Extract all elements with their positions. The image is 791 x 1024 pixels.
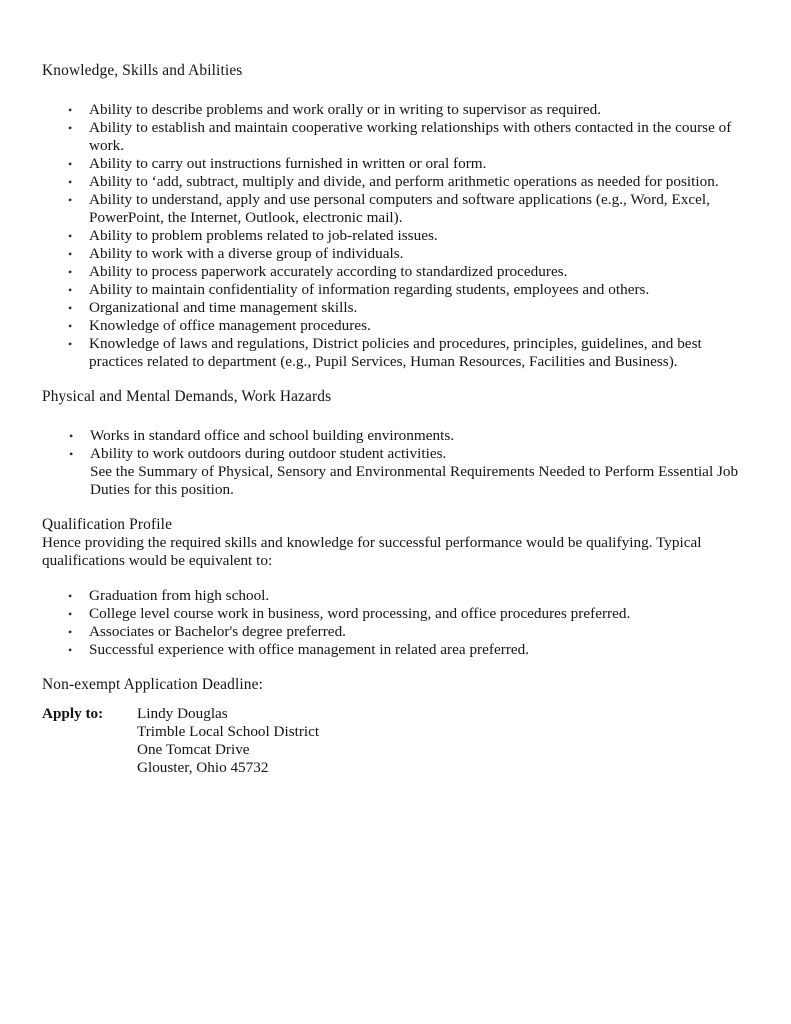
spacer [42, 371, 748, 388]
qualification-profile-list [42, 587, 748, 659]
list-item [42, 623, 748, 641]
section-heading-knowledge-skills-abilities: Knowledge, Skills and Abilities [42, 62, 243, 79]
list-item [42, 605, 748, 623]
address-line: Lindy Douglas [137, 705, 228, 722]
list-item-text: Knowledge of laws and regulations, District policies and procedures, principles, guidelines, and best practices related to department (e.g., Pupil Services, Human Resources, Facilities and Business). [89, 335, 702, 370]
list-item-text: Ability to work with a diverse group of individuals. [89, 245, 404, 262]
spacer [42, 694, 748, 705]
knowledge-skills-abilities-list [42, 101, 748, 371]
list-item-text: Organizational and time management skills. [89, 299, 358, 316]
list-item [42, 155, 748, 173]
list-item [42, 245, 748, 263]
list-item-text: Ability to work outdoors during outdoor student activities. [90, 445, 447, 462]
list-item-text: Ability to understand, apply and use personal computers and software applications (e.g., Word, Excel, PowerPoint, the Internet, Outlook, electronic mail). [89, 191, 710, 226]
list-item-text: Successful experience with office management in related area preferred. [89, 641, 530, 658]
list-item-text: Ability to carry out instructions furnished in written or oral form. [89, 155, 487, 172]
address-line: Glouster, Ohio 45732 [137, 759, 269, 776]
list-item-text: Ability to process paperwork accurately according to standardized procedures. [89, 263, 568, 280]
spacer [42, 406, 748, 427]
application-deadline-heading: Non-exempt Application Deadline: [42, 676, 264, 693]
apply-to-label: Apply to: [42, 705, 104, 722]
list-item-text: Ability to ‘add, subtract, multiply and divide, and perform arithmetic operations as needed for position. [89, 173, 719, 190]
list-item [42, 101, 748, 119]
list-item [42, 427, 748, 445]
spacer [42, 80, 748, 101]
section-heading-physical-mental-demands: Physical and Mental Demands, Work Hazards [42, 388, 332, 405]
list-item [42, 173, 748, 191]
list-item [42, 335, 748, 371]
list-item-text: Ability to problem problems related to job-related issues. [89, 227, 438, 244]
apply-to-address [137, 705, 748, 777]
list-item [42, 227, 748, 245]
list-item-text: College level course work in business, word processing, and office procedures preferred. [89, 605, 631, 622]
list-item-text: Ability to maintain confidentiality of information regarding students, employees and others. [89, 281, 650, 298]
list-item-text: Ability to establish and maintain cooperative working relationships with others contacted in the course of work. [89, 119, 732, 154]
physical-mental-demands-list [42, 427, 748, 499]
list-item-text: Graduation from high school. [89, 587, 270, 604]
list-item [42, 317, 748, 335]
document-content [42, 62, 748, 777]
list-item [42, 263, 748, 281]
spacer [42, 499, 748, 516]
address-line: Trimble Local School District [137, 723, 320, 740]
list-item-text: Associates or Bachelor's degree preferred. [89, 623, 347, 640]
address-line: One Tomcat Drive [137, 741, 250, 758]
list-item-text: Knowledge of office management procedures. [89, 317, 371, 334]
list-item [42, 281, 748, 299]
list-item [42, 445, 748, 499]
list-item [42, 119, 748, 155]
spacer [42, 659, 748, 676]
section-heading-qualification-profile: Qualification Profile [42, 516, 173, 533]
list-item [42, 641, 748, 659]
list-item-continuation-text: See the Summary of Physical, Sensory and Environmental Requirements Needed to Perform Essential Job Duties for this position. [90, 463, 739, 498]
qualification-profile-intro: Hence providing the required skills and knowledge for successful performance would be qualifying. Typical qualifications would be equivalent to: [42, 534, 702, 569]
list-item [42, 587, 748, 605]
list-item-text: Works in standard office and school building environments. [90, 427, 455, 444]
list-item [42, 191, 748, 227]
spacer [42, 570, 748, 587]
list-item [42, 299, 748, 317]
apply-to-block [42, 705, 748, 777]
list-item-text: Ability to describe problems and work orally or in writing to supervisor as required. [89, 101, 602, 118]
